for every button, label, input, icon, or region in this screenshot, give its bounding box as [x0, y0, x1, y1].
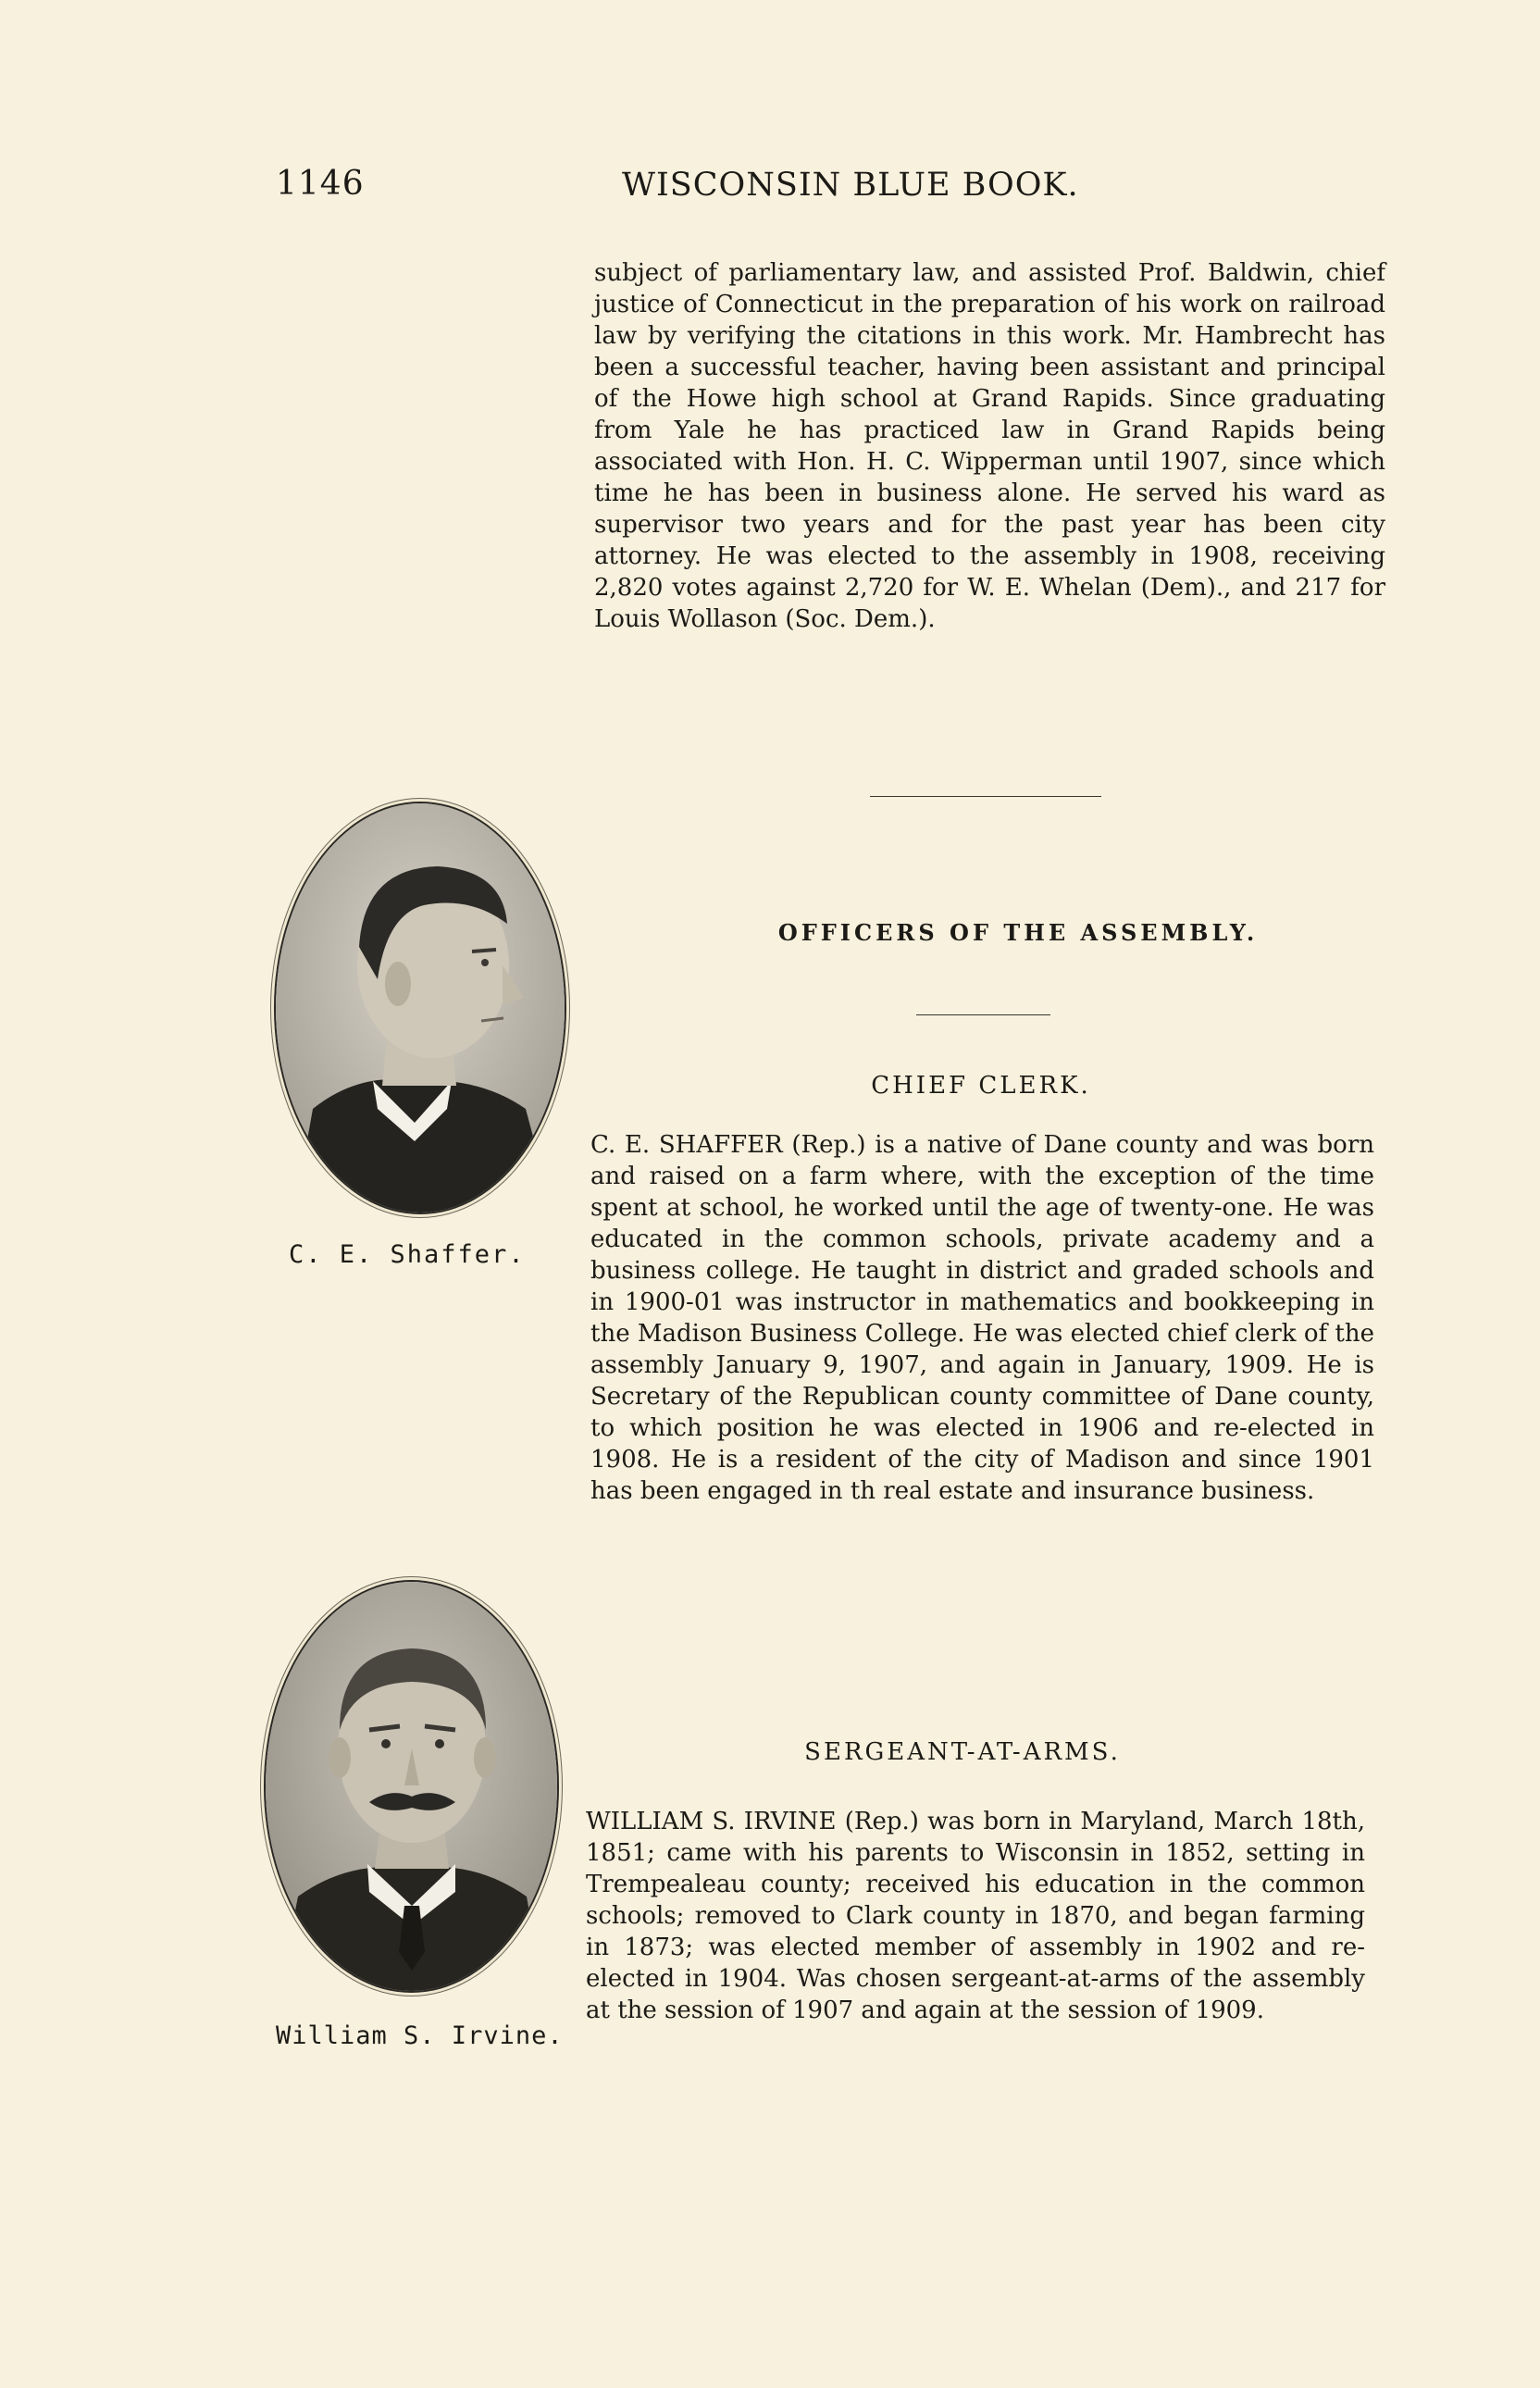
sergeant-at-arms-heading: SERGEANT-AT-ARMS. — [804, 1738, 1121, 1766]
section-divider-bottom — [916, 1014, 1050, 1015]
shaffer-biography: C. E. SHAFFER (Rep.) is a native of Dane county and was born and raised on a farm where, with the exception of the time spent at school, he worked until the age of twenty-one. He was educated in the common schools, private academy and a business college. He taught in district and graded schools and in 1900-01 was instructor in mathematics and bookkeeping in the Madison Business College. He was elected chief clerk of the assembly January 9, 1907, and again in January, 1909. He is Secretary of the Republican county committee of Dane county, to which position he was elected in 1906 and re-elected in 1908. He is a resident of the city of Madison and since 1901 has been engaged in th real estate and insurance business. — [590, 1131, 1374, 1505]
portrait-irvine-image — [266, 1582, 557, 1991]
caption-shaffer: C. E. Shaffer. — [289, 1240, 526, 1269]
portrait-shaffer-image — [276, 803, 565, 1213]
continuation-paragraph: subject of parliamentary law, and assisted Prof. Baldwin, chief justice of Connecticut in the preparation of his work on railroad law by verifying the citations in this work. Mr. Hambrecht has been a successful teacher, having been assistant and principal of the Howe high school at Grand Rapids. Since graduating from Yale he has practiced law in Grand Rapids being associated with Hon. H. C. Wipperman until 1907, since which time he has been in business alone. He served his ward as supervisor two years and for the past year has been city attorney. He was elected to the assembly in 1908, receiving 2,820 votes against 2,720 for W. E. Whelan (Dem)., and 217 for Louis Wollason (Soc. Dem.). — [594, 259, 1385, 633]
page-number: 1146 — [276, 165, 365, 203]
section-title: OFFICERS OF THE ASSEMBLY. — [777, 919, 1259, 946]
running-head: WISCONSIN BLUE BOOK. — [622, 167, 1079, 204]
caption-irvine: William S. Irvine. — [276, 2021, 564, 2050]
portrait-irvine — [264, 1580, 559, 1993]
chief-clerk-heading: CHIEF CLERK. — [871, 1072, 1091, 1100]
section-divider-top — [870, 796, 1101, 797]
irvine-biography: WILLIAM S. IRVINE (Rep.) was born in Maryland, March 18th, 1851; came with his parents to Wisconsin in 1852, setting in Trempealeau county; received his education in the common schools; removed to Clark county in 1870, and began farming in 1873; was elected member of assembly in 1902 and re-elected in 1904. Was chosen sergeant-at-arms of the assembly at the session of 1907 and again at the session of 1909. — [586, 1808, 1365, 2024]
portrait-shaffer — [274, 802, 566, 1214]
